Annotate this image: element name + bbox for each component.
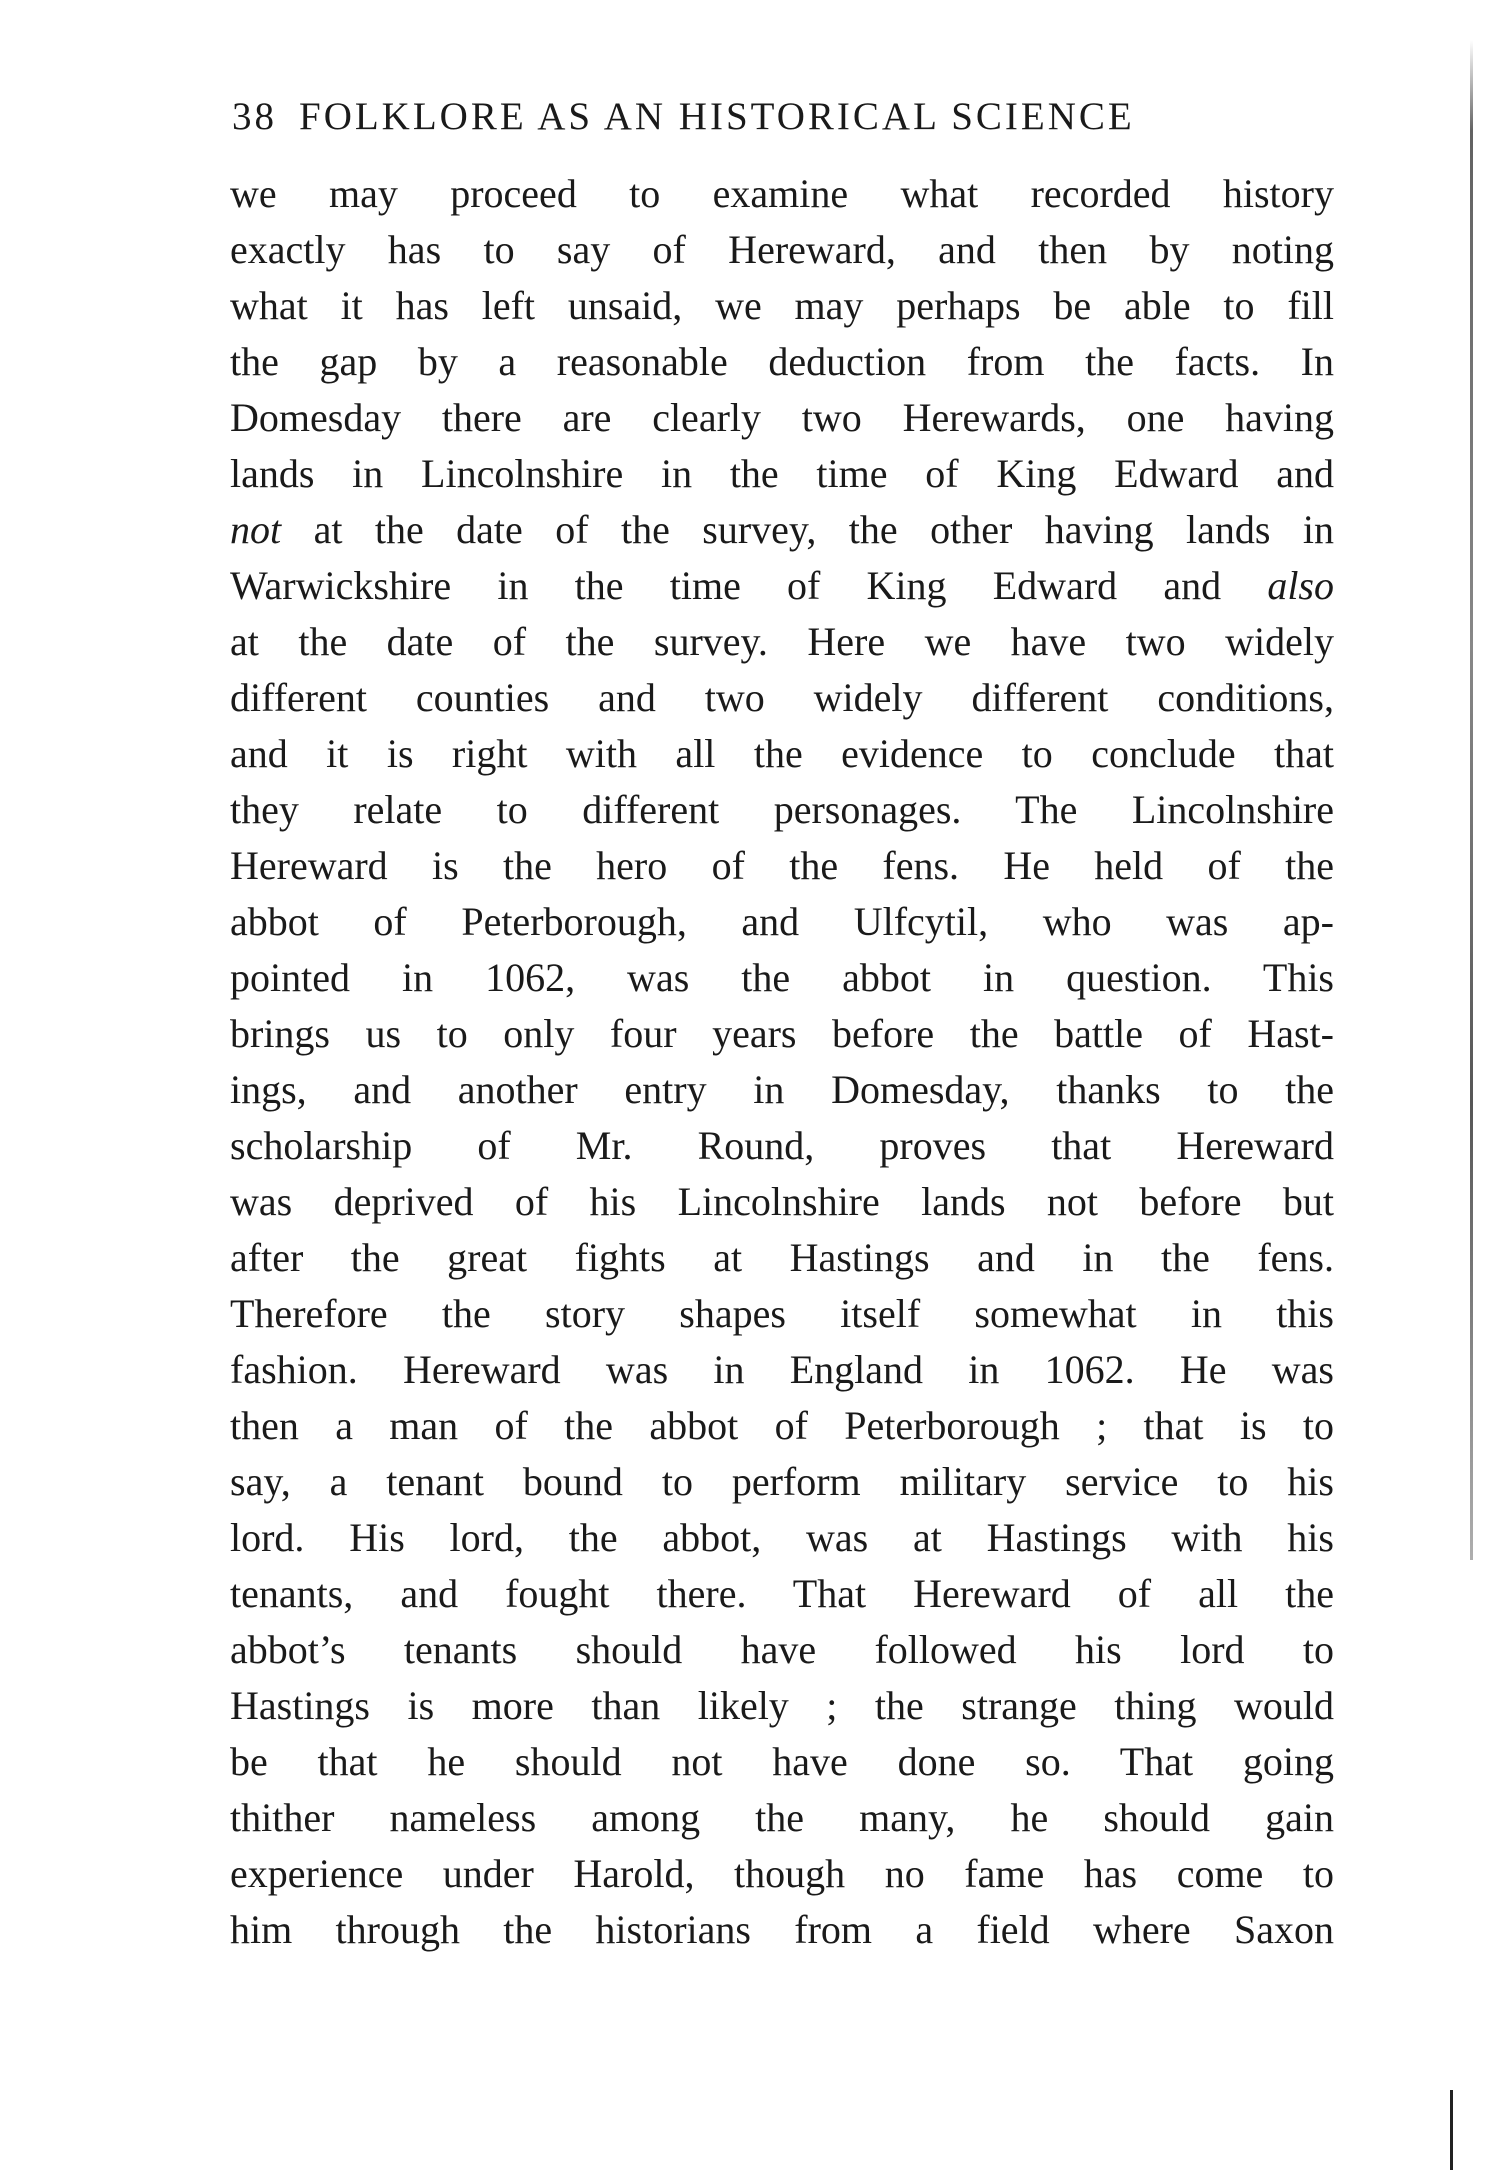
text-line: the gap by a reasonable deduction from the facts. In: [230, 339, 1334, 384]
page-number: 38: [232, 95, 277, 138]
running-head: [232, 92, 1332, 142]
text-line: experience under Harold, though no fame has come to: [230, 1851, 1334, 1896]
text-line: Hastings is more than likely ; the strange thing would: [230, 1683, 1334, 1728]
text-line: lord. His lord, the abbot, was at Hastings with his: [230, 1515, 1334, 1560]
text-line: fashion. Hereward was in England in 1062. He was: [230, 1347, 1334, 1392]
text-line: scholarship of Mr. Round, proves that Hereward: [230, 1123, 1334, 1168]
text-line: tenants, and fought there. That Hereward of all the: [230, 1571, 1334, 1616]
text-line: be that he should not have done so. That going: [230, 1739, 1334, 1784]
text-line: at the date of the survey. Here we have two widely: [230, 619, 1334, 664]
text-line: what it has left unsaid, we may perhaps be able to fill: [230, 283, 1334, 328]
text-line: after the great fights at Hastings and in the fens.: [230, 1235, 1334, 1280]
text-line: then a man of the abbot of Peterborough ; that is to: [230, 1403, 1334, 1448]
text-line: lands in Lincolnshire in the time of King Edward and: [230, 451, 1334, 496]
italic-word: also: [1267, 563, 1334, 608]
text-line: say, a tenant bound to perform military service to his: [230, 1459, 1334, 1504]
text-line: pointed in 1062, was the abbot in question. This: [230, 955, 1334, 1000]
text-line: was deprived of his Lincolnshire lands not before but: [230, 1179, 1334, 1224]
italic-word: not: [230, 507, 282, 552]
text-line: abbot’s tenants should have followed his lord to: [230, 1627, 1334, 1672]
text-line: [230, 558, 1334, 614]
running-title: FOLKLORE AS AN HISTORICAL SCIENCE: [299, 95, 1135, 138]
body-text: [230, 166, 1334, 1958]
text-line: exactly has to say of Hereward, and then by noting: [230, 227, 1334, 272]
text-line: brings us to only four years before the battle of Hast-: [230, 1011, 1334, 1056]
text-line: him through the historians from a field where Saxon: [230, 1907, 1334, 1952]
text-line: we may proceed to examine what recorded history: [230, 171, 1334, 216]
page-edge-mark: [1450, 2090, 1453, 2170]
text-line: Therefore the story shapes itself somewhat in this: [230, 1291, 1334, 1336]
text-line: [230, 502, 1334, 558]
text-line: Hereward is the hero of the fens. He held of the: [230, 843, 1334, 888]
text-line: Domesday there are clearly two Herewards, one having: [230, 395, 1334, 440]
text-line: and it is right with all the evidence to conclude that: [230, 731, 1334, 776]
text-line: ings, and another entry in Domesday, thanks to the: [230, 1067, 1334, 1112]
text-run: at the date of the survey, the other having lands in: [281, 507, 1334, 552]
text-line: thither nameless among the many, he should gain: [230, 1795, 1334, 1840]
text-line: different counties and two widely different conditions,: [230, 675, 1334, 720]
page-edge-shadow: [1470, 40, 1473, 1560]
text-run: Warwickshire in the time of King Edward and: [230, 563, 1268, 608]
text-line: they relate to different personages. The Lincolnshire: [230, 787, 1334, 832]
text-line: abbot of Peterborough, and Ulfcytil, who was ap-: [230, 899, 1334, 944]
